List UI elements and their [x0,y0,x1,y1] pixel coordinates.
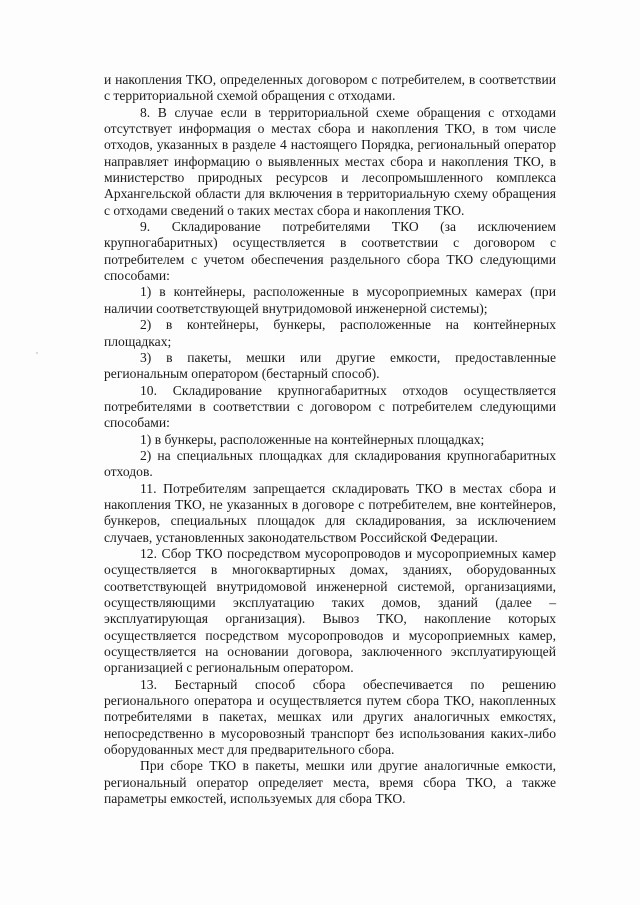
paragraph-12: 12. Сбор ТКО посредством мусоропроводов и мусороприемных камер осуществляется в многоквартирных домах, зданиях, оборудованных соответствующей внутридомовой инженерной системой, организациями, осуществляющими эксплуатацию таких домов, зданий (далее – эксплуатирующая организация). Вывоз ТКО, накопление которых осуществляется посредством мусоропроводов и мусороприемных камер, осуществляется на основании договора, заключенного эксплуатирующей организацией с региональным оператором. [104,545,556,676]
paragraph-9-item-2: 2) в контейнеры, бункеры, расположенные на контейнерных площадках; [104,317,556,349]
document-body [104,72,556,807]
paragraph-8: 8. В случае если в территориальной схеме обращения с отходами отсутствует информация о местах сбора и накопления ТКО, в том числе отходов, указанных в разделе 4 настоящего Порядка, региональный оператор направляет информацию о выявленных местах сбора и накопления ТКО, в министерство природных ресурсов и лесопромышленного комплекса Архангельской области для включения в территориальную схему обращения с отходами сведений о таких местах сбора и накопления ТКО. [104,104,556,218]
scan-speck [36,352,38,354]
paragraph-10-item-2: 2) на специальных площадках для складирования крупногабаритных отходов. [104,447,556,480]
paragraph-continuation: и накопления ТКО, определенных договором с потребителем, в соответствии с территориальной схемой обращения с отходами. [104,72,556,104]
paragraph-13-note: При сборе ТКО в пакеты, мешки или другие аналогичные емкости, региональный оператор определяет места, время сбора ТКО, а также параметры емкостей, используемых для сбора ТКО. [104,758,556,807]
paragraph-10-item-1: 1) в бункеры, расположенные на контейнерных площадках; [140,431,485,447]
paragraph-9: 9. Складирование потребителями ТКО (за исключением крупногабаритных) осуществляется в соответствии с договором с потребителем с учетом обеспечения раздельного сбора ТКО следующими способами: [104,219,556,284]
paragraph-9-item-1: 1) в контейнеры, расположенные в мусороприемных камерах (при наличии соответствующей внутридомовой инженерной системы); [104,284,556,316]
paragraph-9-item-3: 3) в пакеты, мешки или другие емкости, предоставленные региональным оператором (бестарный способ). [104,349,556,382]
paragraph-13: 13. Бестарный способ сбора обеспечивается по решению регионального оператора и осуществляется путем сбора ТКО, накопленных потребителями в пакетах, мешках или других аналогичных емкостях, непосредственно в мусоровозный транспорт без использования каких-либо оборудованных мест для предварительного сбора. [104,676,556,758]
paragraph-11: 11. Потребителям запрещается складировать ТКО в местах сбора и накопления ТКО, не указанных в договоре с потребителем, вне контейнеров, бункеров, специальных площадок для складирования, за исключением случаев, установленных законодательством Российской Федерации. [104,480,556,545]
paragraph-10: 10. Складирование крупногабаритных отходов осуществляется потребителями в соответствии с договором с потребителем следующими способами: [104,382,556,431]
